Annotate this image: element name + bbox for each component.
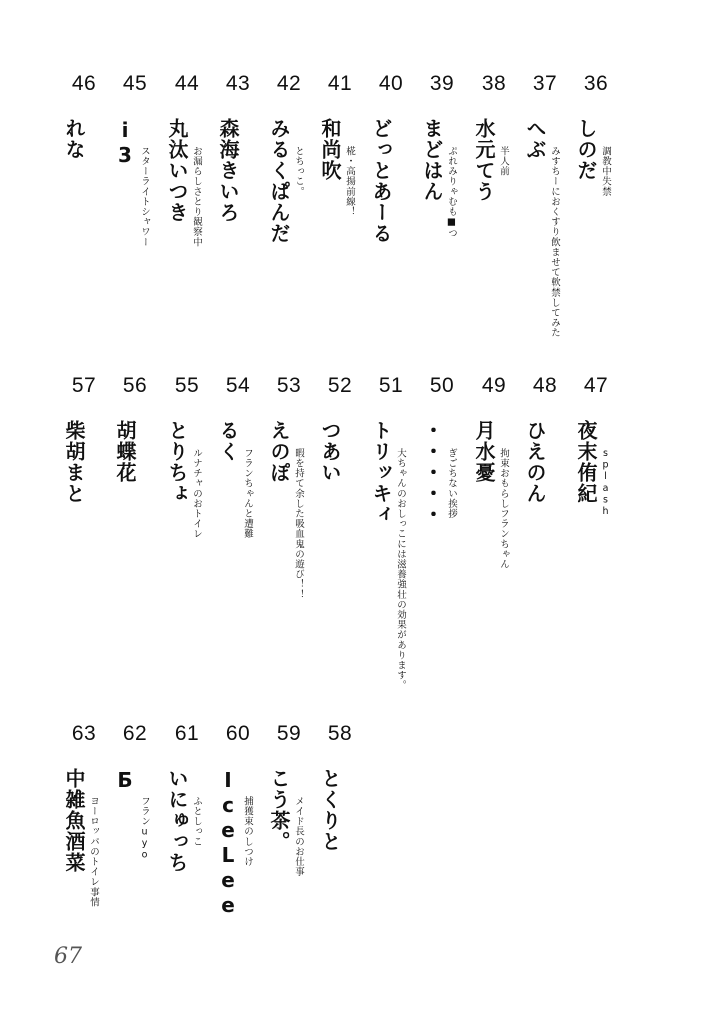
entry-number: 53 bbox=[276, 374, 302, 397]
entry-number: 46 bbox=[71, 72, 97, 95]
entry-number: 42 bbox=[276, 72, 302, 95]
entry-author: 柴胡まと bbox=[62, 420, 86, 504]
entry-number: 62 bbox=[122, 722, 148, 745]
entry-number: 63 bbox=[71, 722, 97, 745]
entry-author: とりちょ bbox=[165, 420, 189, 504]
entry-title: スターライトシャワー bbox=[139, 146, 150, 247]
entry-title: ぷれみりゃむも■つ bbox=[446, 146, 457, 239]
entry-author: こう茶。 bbox=[267, 768, 291, 852]
entry-author: とくりと bbox=[318, 768, 342, 852]
entry-title: ヨーロッパのトイレ事情 bbox=[88, 796, 99, 908]
entry-number: 40 bbox=[378, 72, 404, 95]
entry-author: ・・・・・ bbox=[420, 420, 444, 525]
entry-title: 大ちゃんのおしっこには滋養強壮の効果があります。 bbox=[395, 448, 406, 691]
entry-number: 55 bbox=[174, 374, 200, 397]
page-number: 67 bbox=[54, 944, 82, 969]
entry-number: 57 bbox=[71, 374, 97, 397]
entry-number: 44 bbox=[174, 72, 200, 95]
entry-author: みるくぱんだ bbox=[267, 118, 291, 244]
entry-title: ルナチャのおトイレ bbox=[191, 448, 202, 539]
entry-author: ひえのん bbox=[523, 420, 547, 504]
entry-number: 49 bbox=[481, 374, 507, 397]
entry-number: 45 bbox=[122, 72, 148, 95]
entry-number: 56 bbox=[122, 374, 148, 397]
entry-author: 月水憂 bbox=[472, 420, 496, 483]
entry-author: まどはん bbox=[420, 118, 444, 202]
entry-author: Б bbox=[113, 768, 137, 793]
entry-number: 41 bbox=[327, 72, 353, 95]
entry-number: 39 bbox=[429, 72, 455, 95]
entry-number: 50 bbox=[429, 374, 455, 397]
entry-author: れな bbox=[62, 118, 86, 160]
entry-author: 中雑魚酒菜 bbox=[62, 768, 86, 873]
entry-number: 52 bbox=[327, 374, 353, 397]
entry-number: 38 bbox=[481, 72, 507, 95]
entry-author: 和尚吹 bbox=[318, 118, 342, 181]
entry-title: フランuyo bbox=[139, 796, 150, 862]
entry-title: ぎごちない挨拶 bbox=[446, 448, 457, 519]
entry-author: IceLee bbox=[216, 768, 240, 918]
entry-number: 60 bbox=[225, 722, 251, 745]
entry-number: 36 bbox=[583, 72, 609, 95]
entry-author: 森海きいろ bbox=[216, 118, 240, 223]
entry-number: 43 bbox=[225, 72, 251, 95]
entry-author: 夜末侑紀 bbox=[574, 420, 598, 504]
entry-author: つあい bbox=[318, 420, 342, 483]
entry-author: いにゅっち bbox=[165, 768, 189, 873]
entry-author: へぶ bbox=[523, 118, 547, 160]
entry-title: とちっこ。 bbox=[293, 146, 304, 197]
entry-title: 半人前 bbox=[498, 146, 509, 177]
entry-number: 48 bbox=[532, 374, 558, 397]
entry-number: 58 bbox=[327, 722, 353, 745]
entry-title: ふとしっこ bbox=[191, 796, 202, 847]
entry-title: 暇を持て余した吸血鬼の遊び！！ bbox=[293, 448, 304, 600]
entry-number: 54 bbox=[225, 374, 251, 397]
entry-number: 37 bbox=[532, 72, 558, 95]
entry-number: 61 bbox=[174, 722, 200, 745]
entry-author: トリッキィ bbox=[369, 420, 393, 525]
entry-author: どっとあーる bbox=[369, 118, 393, 244]
entry-author: るく bbox=[216, 420, 240, 462]
entry-number: 47 bbox=[583, 374, 609, 397]
entry-title: お漏らしさとり観察中 bbox=[191, 146, 202, 247]
entry-author: i3 bbox=[113, 118, 137, 168]
entry-number: 59 bbox=[276, 722, 302, 745]
entry-author: 水元てう bbox=[472, 118, 496, 202]
entry-title: みすちーにおくすり飲ませて軟禁してみた bbox=[549, 146, 560, 338]
entry-author: 胡蝶花 bbox=[113, 420, 137, 483]
entry-title: 捕獲束のしつけ bbox=[242, 796, 253, 867]
entry-title: メイド長のお仕事 bbox=[293, 796, 304, 877]
entry-title: 拘束おもらしフランちゃん bbox=[498, 448, 509, 570]
entry-author: しのだ bbox=[574, 118, 598, 181]
entry-title: splash bbox=[600, 448, 611, 518]
entry-title: フランちゃんと遭難 bbox=[242, 448, 253, 539]
entry-author: えのぽ bbox=[267, 420, 291, 483]
entry-title: 椛・高揚前線！ bbox=[344, 146, 355, 217]
entry-author: 丸汰いつき bbox=[165, 118, 189, 223]
entry-title: 調教中失禁 bbox=[600, 146, 611, 197]
entry-number: 51 bbox=[378, 374, 404, 397]
